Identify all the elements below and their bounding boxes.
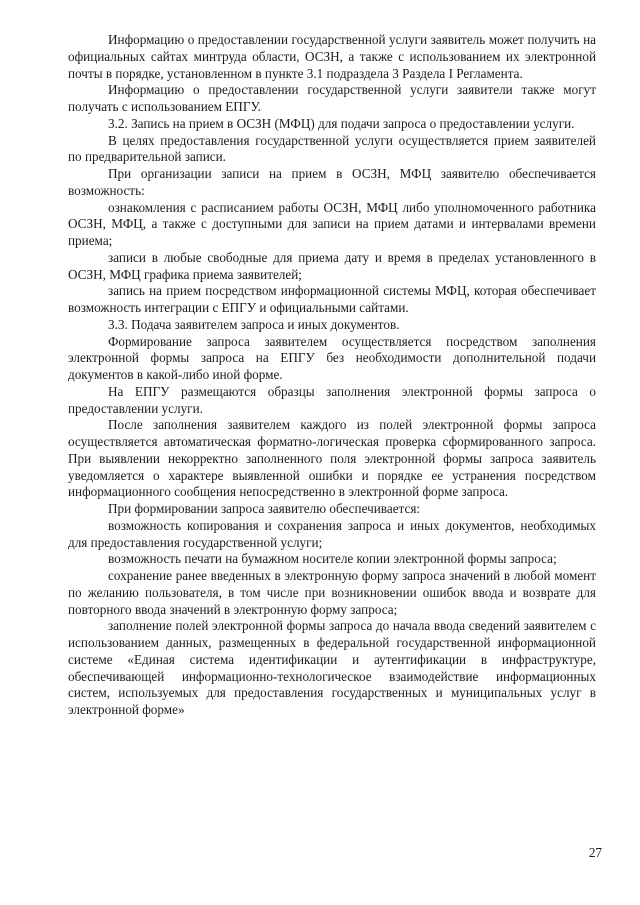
paragraph-request-provisions: При формировании запроса заявителю обеспечивается: <box>108 501 421 516</box>
paragraph-info-official-sites: Информацию о предоставлении государственной услуги заявитель может получить на официальных сайтах минтруда области, ОСЗН, а также с использованием их электронной почты в порядке, установленном в пункте 3.1 подраздела 3 Раздела I Регламента. <box>68 32 596 81</box>
document-body <box>68 32 596 719</box>
paragraph-info-epgu: Информацию о предоставлении государственной услуги заявители также могут получать с использованием ЕПГУ. <box>68 82 596 114</box>
paragraph-sample-forms: На ЕПГУ размещаются образцы заполнения электронной формы запроса о предоставлении услуги. <box>68 383 596 416</box>
paragraph-preliminary-appointment: В целях предоставления государственной услуги осуществляется прием заявителей по предварительной записи. <box>68 132 596 165</box>
list-item-schedule-review: ознакомления с расписанием работы ОСЗН, МФЦ либо уполномоченного работника ОСЗН, МФЦ, а также с доступными для записи на прием датами и интервалами времени приема; <box>68 199 596 248</box>
page-number: 27 <box>588 845 602 860</box>
paragraph-appointment-possibilities: При организации записи на прием в ОСЗН, МФЦ заявителю обеспечивается возможность: <box>68 166 596 198</box>
paragraph-format-check: После заполнения заявителем каждого из полей электронной формы запроса осуществляется автоматическая форматно-логическая проверка сформированного запроса. При выявлении некорректно заполненного поля электронной формы запроса заявитель уведомляется о характере выявленной ошибки и порядке ее устранения посредством информационного сообщения непосредственно в электронной форме запроса. <box>68 417 596 500</box>
list-item-save-values: сохранение ранее введенных в электронную форму запроса значений в любой момент по желанию пользователя, в том числе при возникновении ошибок ввода и возврате для повторного ввода значений в электронную форму запроса; <box>68 568 596 617</box>
section-heading-3-3: 3.3. Подача заявителем запроса и иных документов. <box>108 316 400 332</box>
section-heading-3-2: 3.2. Запись на прием в ОСЗН (МФЦ) для подачи запроса о предоставлении услуги. <box>108 115 575 131</box>
list-item-mfc-system-booking: запись на прием посредством информационной системы МФЦ, которая обеспечивает возможность интеграции с ЕПГУ и официальными сайтами. <box>68 283 596 315</box>
paragraph-request-formation: Формирование запроса заявителем осуществляется посредством заполнения электронной формы запроса на ЕПГУ без необходимости дополнительной подачи документов в какой-либо иной форме. <box>68 333 596 382</box>
list-item-free-slot-booking: записи в любые свободные для приема дату и время в пределах установленного в ОСЗН, МФЦ графика приема заявителей; <box>68 249 596 282</box>
list-item-print-copy: возможность печати на бумажном носителе копии электронной формы запроса; <box>108 551 557 567</box>
list-item-copy-save: возможность копирования и сохранения запроса и иных документов, необходимых для предоставления государственной услуги; <box>68 517 596 550</box>
list-item-prefill-esia: заполнение полей электронной формы запроса до начала ввода сведений заявителем с использованием данных, размещенных в федеральной государственной информационной системе «Единая система идентификации и аутентификации в инфраструктуре, обеспечивающей информационно-технологическое взаимодействие информационных систем, используемых для предоставления государственных и муниципальных услуг в электронной форме» <box>68 618 596 717</box>
